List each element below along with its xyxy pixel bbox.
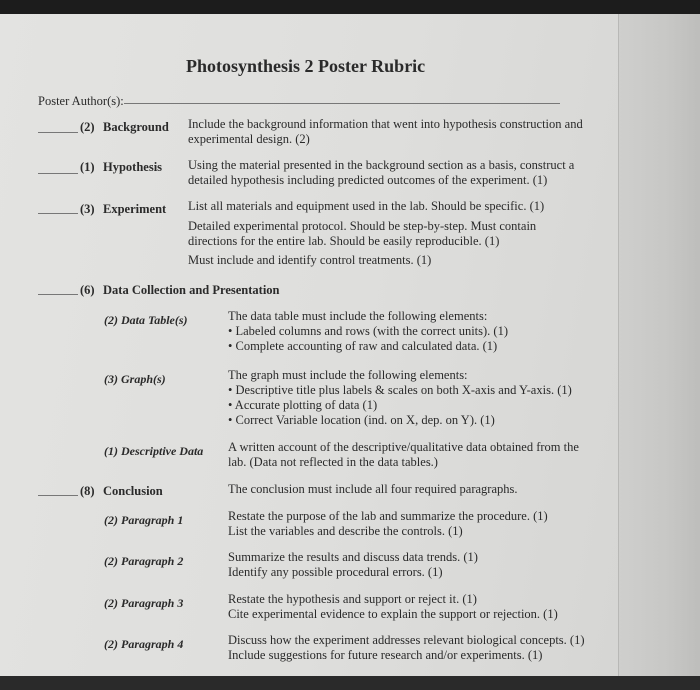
descriptive-line-1: A written account of the descriptive/qualitative data obtained from the xyxy=(228,440,579,454)
data-table-line-2: • Labeled columns and rows (with the correct units). (1) xyxy=(228,324,508,338)
paragraph-3-label: (2) Paragraph 3 xyxy=(104,596,184,610)
hypothesis-line-1: Using the material presented in the background section as a basis, construct a xyxy=(188,158,575,172)
conclusion-score-blank xyxy=(38,495,78,496)
graph-label: (3) Graph(s) xyxy=(104,372,166,386)
experiment-line-4: Must include and identify control treatments. (1) xyxy=(188,253,432,267)
data-table-line-1: The data table must include the following elements: xyxy=(228,309,488,323)
data-score-blank xyxy=(38,294,78,295)
experiment-points: (3) xyxy=(80,202,95,216)
descriptive-line-2: lab. (Data not reflected in the data tables.) xyxy=(228,455,438,469)
page-title: Photosynthesis 2 Poster Rubric xyxy=(186,56,426,76)
paragraph-3-line-1: Restate the hypothesis and support or reject it. (1) xyxy=(228,592,477,606)
data-table-line-3: • Complete accounting of raw and calculated data. (1) xyxy=(228,339,498,353)
experiment-line-2: Detailed experimental protocol. Should be step-by-step. Must contain xyxy=(188,219,537,233)
hypothesis-score-blank xyxy=(38,173,78,174)
conclusion-points: (8) xyxy=(80,484,95,498)
data-label: Data Collection and Presentation xyxy=(103,283,280,297)
background-label: Background xyxy=(103,120,169,134)
descriptive-data-label: (1) Descriptive Data xyxy=(104,444,204,458)
paragraph-4-line-2: Include suggestions for future research and/or experiments. (1) xyxy=(228,648,543,662)
background-points: (2) xyxy=(80,120,95,134)
paragraph-3-line-2: Cite experimental evidence to explain the support or rejection. (1) xyxy=(228,607,558,621)
experiment-line-3: directions for the entire lab. Should be easily reproducible. (1) xyxy=(188,234,500,248)
author-blank-line xyxy=(124,103,560,104)
conclusion-label: Conclusion xyxy=(103,484,163,498)
data-table-label: (2) Data Table(s) xyxy=(104,313,188,327)
graph-line-2: • Descriptive title plus labels & scales on both X-axis and Y-axis. (1) xyxy=(228,383,572,397)
paper-shadow-edge xyxy=(618,14,700,690)
graph-line-4: • Correct Variable location (ind. on X, dep. on Y). (1) xyxy=(228,413,495,427)
background-line-1: Include the background information that went into hypothesis construction and xyxy=(188,117,583,131)
paragraph-4-label: (2) Paragraph 4 xyxy=(104,637,184,651)
paragraph-2-label: (2) Paragraph 2 xyxy=(104,554,184,568)
paragraph-4-line-1: Discuss how the experiment addresses relevant biological concepts. (1) xyxy=(228,633,585,647)
author-label: Poster Author(s): xyxy=(38,94,124,108)
graph-line-3: • Accurate plotting of data (1) xyxy=(228,398,378,412)
paragraph-2-line-2: Identify any possible procedural errors. (1) xyxy=(228,565,443,579)
graph-line-1: The graph must include the following elements: xyxy=(228,368,468,382)
hypothesis-label: Hypothesis xyxy=(103,160,163,174)
paragraph-1-line-1: Restate the purpose of the lab and summarize the procedure. (1) xyxy=(228,509,548,523)
paragraph-2-line-1: Summarize the results and discuss data trends. (1) xyxy=(228,550,478,564)
experiment-label: Experiment xyxy=(103,202,167,216)
dark-background-bottom xyxy=(0,676,700,690)
background-score-blank xyxy=(38,132,78,133)
background-line-2: experimental design. (2) xyxy=(188,132,310,146)
experiment-score-blank xyxy=(38,213,78,214)
hypothesis-line-2: detailed hypothesis including predicted outcomes of the experiment. (1) xyxy=(188,173,548,187)
experiment-line-1: List all materials and equipment used in the lab. Should be specific. (1) xyxy=(188,199,545,213)
paragraph-1-line-2: List the variables and describe the controls. (1) xyxy=(228,524,463,538)
data-points: (6) xyxy=(80,283,95,297)
paragraph-1-label: (2) Paragraph 1 xyxy=(104,513,184,527)
conclusion-intro: The conclusion must include all four required paragraphs. xyxy=(228,482,518,496)
hypothesis-points: (1) xyxy=(80,160,95,174)
